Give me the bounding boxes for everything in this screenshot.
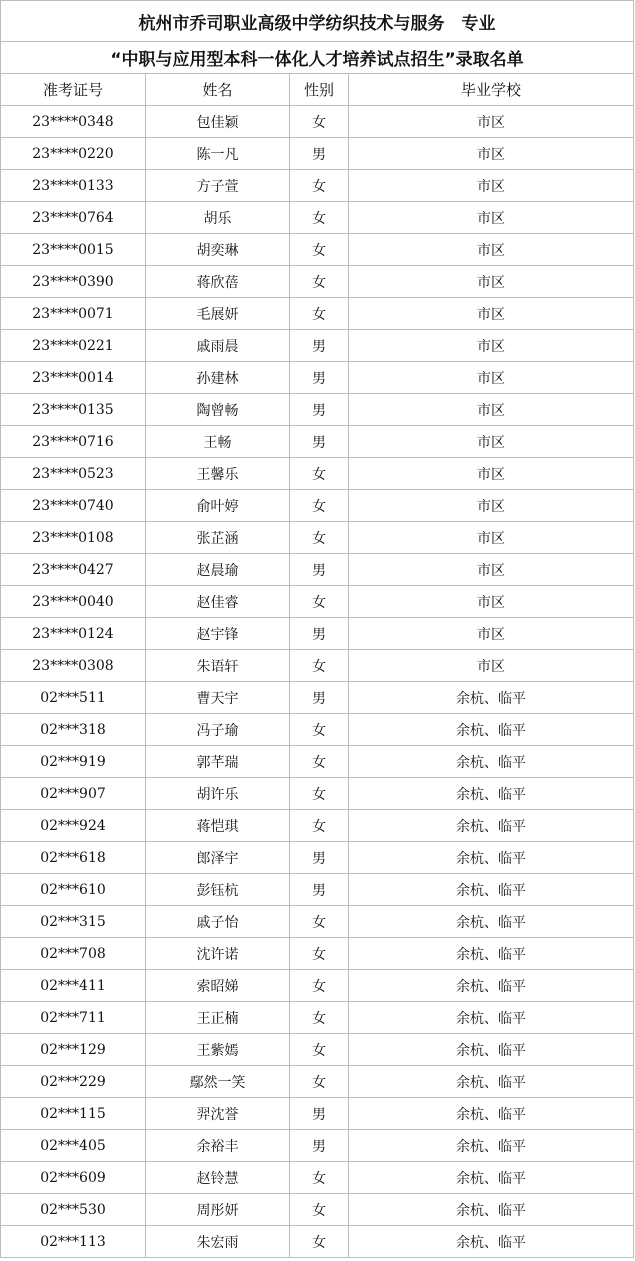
gender-cell: 女 bbox=[290, 1194, 349, 1226]
gender-cell: 女 bbox=[290, 1002, 349, 1034]
table-row bbox=[1, 1162, 634, 1194]
gender-cell: 女 bbox=[290, 490, 349, 522]
gender-cell: 女 bbox=[290, 650, 349, 682]
exam-id-cell: 23****0124 bbox=[1, 618, 146, 650]
column-header-school: 毕业学校 bbox=[349, 74, 634, 106]
exam-id-cell: 23****0108 bbox=[1, 522, 146, 554]
name-cell: 毛展妍 bbox=[146, 298, 290, 330]
school-cell: 市区 bbox=[349, 458, 634, 490]
name-cell: 余裕丰 bbox=[146, 1130, 290, 1162]
school-cell: 余杭、临平 bbox=[349, 1194, 634, 1226]
table-row bbox=[1, 394, 634, 426]
gender-cell: 女 bbox=[290, 810, 349, 842]
school-cell: 余杭、临平 bbox=[349, 714, 634, 746]
exam-id-cell: 02***405 bbox=[1, 1130, 146, 1162]
gender-cell: 女 bbox=[290, 906, 349, 938]
name-cell: 俞叶婷 bbox=[146, 490, 290, 522]
name-cell: 周彤妍 bbox=[146, 1194, 290, 1226]
name-cell: 赵佳睿 bbox=[146, 586, 290, 618]
name-cell: 羿沈誉 bbox=[146, 1098, 290, 1130]
name-cell: 胡奕琳 bbox=[146, 234, 290, 266]
school-cell: 余杭、临平 bbox=[349, 746, 634, 778]
school-cell: 市区 bbox=[349, 426, 634, 458]
table-row bbox=[1, 778, 634, 810]
table-row bbox=[1, 522, 634, 554]
table-row bbox=[1, 714, 634, 746]
school-cell: 余杭、临平 bbox=[349, 1002, 634, 1034]
school-cell: 余杭、临平 bbox=[349, 682, 634, 714]
exam-id-cell: 23****0390 bbox=[1, 266, 146, 298]
gender-cell: 女 bbox=[290, 170, 349, 202]
school-cell: 市区 bbox=[349, 234, 634, 266]
name-cell: 包佳颖 bbox=[146, 106, 290, 138]
table-row bbox=[1, 1130, 634, 1162]
table-row bbox=[1, 874, 634, 906]
title-row bbox=[1, 1, 634, 42]
gender-cell: 男 bbox=[290, 138, 349, 170]
school-cell: 余杭、临平 bbox=[349, 1130, 634, 1162]
table-row bbox=[1, 618, 634, 650]
name-cell: 赵晨瑜 bbox=[146, 554, 290, 586]
name-cell: 胡乐 bbox=[146, 202, 290, 234]
gender-cell: 女 bbox=[290, 714, 349, 746]
gender-cell: 男 bbox=[290, 842, 349, 874]
name-cell: 方子萱 bbox=[146, 170, 290, 202]
school-cell: 市区 bbox=[349, 650, 634, 682]
table-row bbox=[1, 362, 634, 394]
name-cell: 鄢然一笑 bbox=[146, 1066, 290, 1098]
gender-cell: 女 bbox=[290, 1162, 349, 1194]
exam-id-cell: 23****0014 bbox=[1, 362, 146, 394]
school-cell: 余杭、临平 bbox=[349, 1066, 634, 1098]
table-row bbox=[1, 138, 634, 170]
name-cell: 王正楠 bbox=[146, 1002, 290, 1034]
school-cell: 市区 bbox=[349, 490, 634, 522]
exam-id-cell: 02***907 bbox=[1, 778, 146, 810]
school-cell: 市区 bbox=[349, 138, 634, 170]
table-row bbox=[1, 1066, 634, 1098]
gender-cell: 女 bbox=[290, 1226, 349, 1258]
gender-cell: 女 bbox=[290, 106, 349, 138]
table-row bbox=[1, 490, 634, 522]
exam-id-cell: 23****0764 bbox=[1, 202, 146, 234]
name-cell: 赵铃慧 bbox=[146, 1162, 290, 1194]
column-header-exam-id: 准考证号 bbox=[1, 74, 146, 106]
table-row bbox=[1, 234, 634, 266]
gender-cell: 女 bbox=[290, 298, 349, 330]
gender-cell: 女 bbox=[290, 1066, 349, 1098]
name-cell: 蒋恺琪 bbox=[146, 810, 290, 842]
name-cell: 陈一凡 bbox=[146, 138, 290, 170]
exam-id-cell: 02***315 bbox=[1, 906, 146, 938]
table-row bbox=[1, 1034, 634, 1066]
school-cell: 市区 bbox=[349, 362, 634, 394]
table-row bbox=[1, 266, 634, 298]
name-cell: 陶曾畅 bbox=[146, 394, 290, 426]
table-row bbox=[1, 1226, 634, 1258]
table-row bbox=[1, 458, 634, 490]
exam-id-cell: 23****0740 bbox=[1, 490, 146, 522]
gender-cell: 女 bbox=[290, 202, 349, 234]
gender-cell: 男 bbox=[290, 618, 349, 650]
gender-cell: 女 bbox=[290, 746, 349, 778]
school-cell: 市区 bbox=[349, 330, 634, 362]
table-row bbox=[1, 810, 634, 842]
name-cell: 朱宏雨 bbox=[146, 1226, 290, 1258]
name-cell: 冯子瑜 bbox=[146, 714, 290, 746]
exam-id-cell: 23****0523 bbox=[1, 458, 146, 490]
exam-id-cell: 02***411 bbox=[1, 970, 146, 1002]
school-cell: 余杭、临平 bbox=[349, 874, 634, 906]
school-cell: 市区 bbox=[349, 618, 634, 650]
exam-id-cell: 23****0133 bbox=[1, 170, 146, 202]
table-body bbox=[1, 106, 634, 1258]
gender-cell: 女 bbox=[290, 234, 349, 266]
column-header-name: 姓名 bbox=[146, 74, 290, 106]
school-cell: 余杭、临平 bbox=[349, 1098, 634, 1130]
name-cell: 孙建林 bbox=[146, 362, 290, 394]
name-cell: 曹天宇 bbox=[146, 682, 290, 714]
gender-cell: 女 bbox=[290, 266, 349, 298]
table-row bbox=[1, 1194, 634, 1226]
name-cell: 朱语轩 bbox=[146, 650, 290, 682]
gender-cell: 男 bbox=[290, 394, 349, 426]
exam-id-cell: 23****0135 bbox=[1, 394, 146, 426]
name-cell: 张芷涵 bbox=[146, 522, 290, 554]
gender-cell: 男 bbox=[290, 874, 349, 906]
name-cell: 王馨乐 bbox=[146, 458, 290, 490]
table-row bbox=[1, 938, 634, 970]
gender-cell: 男 bbox=[290, 554, 349, 586]
gender-cell: 男 bbox=[290, 682, 349, 714]
school-cell: 余杭、临平 bbox=[349, 1162, 634, 1194]
exam-id-cell: 23****0308 bbox=[1, 650, 146, 682]
name-cell: 索昭娣 bbox=[146, 970, 290, 1002]
school-cell: 余杭、临平 bbox=[349, 778, 634, 810]
school-cell: 余杭、临平 bbox=[349, 906, 634, 938]
gender-cell: 男 bbox=[290, 362, 349, 394]
table-row bbox=[1, 842, 634, 874]
gender-cell: 女 bbox=[290, 938, 349, 970]
name-cell: 郭芊瑞 bbox=[146, 746, 290, 778]
gender-cell: 女 bbox=[290, 970, 349, 1002]
gender-cell: 男 bbox=[290, 1098, 349, 1130]
school-cell: 市区 bbox=[349, 106, 634, 138]
gender-cell: 男 bbox=[290, 330, 349, 362]
table-row bbox=[1, 298, 634, 330]
school-cell: 市区 bbox=[349, 170, 634, 202]
school-cell: 市区 bbox=[349, 266, 634, 298]
column-header-gender: 性别 bbox=[290, 74, 349, 106]
name-cell: 赵宇锋 bbox=[146, 618, 290, 650]
table-row bbox=[1, 650, 634, 682]
name-cell: 王紫嫣 bbox=[146, 1034, 290, 1066]
school-cell: 市区 bbox=[349, 394, 634, 426]
table-row bbox=[1, 170, 634, 202]
name-cell: 胡许乐 bbox=[146, 778, 290, 810]
name-cell: 彭钰杭 bbox=[146, 874, 290, 906]
school-cell: 余杭、临平 bbox=[349, 842, 634, 874]
school-cell: 余杭、临平 bbox=[349, 970, 634, 1002]
gender-cell: 男 bbox=[290, 426, 349, 458]
table-row bbox=[1, 586, 634, 618]
gender-cell: 女 bbox=[290, 522, 349, 554]
gender-cell: 女 bbox=[290, 586, 349, 618]
table-row bbox=[1, 906, 634, 938]
school-cell: 市区 bbox=[349, 522, 634, 554]
exam-id-cell: 02***919 bbox=[1, 746, 146, 778]
gender-cell: 女 bbox=[290, 778, 349, 810]
page-title: 杭州市乔司职业高级中学纺织技术与服务 专业 bbox=[1, 1, 634, 42]
exam-id-cell: 23****0427 bbox=[1, 554, 146, 586]
school-cell: 余杭、临平 bbox=[349, 1226, 634, 1258]
school-cell: 市区 bbox=[349, 586, 634, 618]
table-row bbox=[1, 330, 634, 362]
table-row bbox=[1, 426, 634, 458]
name-cell: 蒋欣蓓 bbox=[146, 266, 290, 298]
table-row bbox=[1, 1098, 634, 1130]
table-row bbox=[1, 970, 634, 1002]
exam-id-cell: 02***609 bbox=[1, 1162, 146, 1194]
exam-id-cell: 02***530 bbox=[1, 1194, 146, 1226]
exam-id-cell: 23****0071 bbox=[1, 298, 146, 330]
gender-cell: 女 bbox=[290, 458, 349, 490]
table-row bbox=[1, 106, 634, 138]
name-cell: 郎泽宇 bbox=[146, 842, 290, 874]
exam-id-cell: 23****0220 bbox=[1, 138, 146, 170]
exam-id-cell: 02***711 bbox=[1, 1002, 146, 1034]
exam-id-cell: 23****0015 bbox=[1, 234, 146, 266]
exam-id-cell: 02***115 bbox=[1, 1098, 146, 1130]
gender-cell: 女 bbox=[290, 1034, 349, 1066]
name-cell: 沈许诺 bbox=[146, 938, 290, 970]
school-cell: 余杭、临平 bbox=[349, 938, 634, 970]
table-row bbox=[1, 202, 634, 234]
school-cell: 市区 bbox=[349, 554, 634, 586]
name-cell: 戚子怡 bbox=[146, 906, 290, 938]
subtitle-row bbox=[1, 42, 634, 74]
exam-id-cell: 23****0348 bbox=[1, 106, 146, 138]
gender-cell: 男 bbox=[290, 1130, 349, 1162]
school-cell: 市区 bbox=[349, 202, 634, 234]
exam-id-cell: 02***129 bbox=[1, 1034, 146, 1066]
page-subtitle: “中职与应用型本科一体化人才培养试点招生”录取名单 bbox=[1, 42, 634, 74]
exam-id-cell: 23****0221 bbox=[1, 330, 146, 362]
school-cell: 市区 bbox=[349, 298, 634, 330]
name-cell: 戚雨晨 bbox=[146, 330, 290, 362]
exam-id-cell: 02***113 bbox=[1, 1226, 146, 1258]
exam-id-cell: 02***708 bbox=[1, 938, 146, 970]
header-row bbox=[1, 74, 634, 106]
table-row bbox=[1, 1002, 634, 1034]
name-cell: 王畅 bbox=[146, 426, 290, 458]
school-cell: 余杭、临平 bbox=[349, 1034, 634, 1066]
table-row bbox=[1, 682, 634, 714]
table-row bbox=[1, 554, 634, 586]
exam-id-cell: 02***618 bbox=[1, 842, 146, 874]
exam-id-cell: 02***610 bbox=[1, 874, 146, 906]
exam-id-cell: 02***318 bbox=[1, 714, 146, 746]
table-row bbox=[1, 746, 634, 778]
exam-id-cell: 02***511 bbox=[1, 682, 146, 714]
exam-id-cell: 02***924 bbox=[1, 810, 146, 842]
school-cell: 余杭、临平 bbox=[349, 810, 634, 842]
exam-id-cell: 23****0040 bbox=[1, 586, 146, 618]
exam-id-cell: 02***229 bbox=[1, 1066, 146, 1098]
exam-id-cell: 23****0716 bbox=[1, 426, 146, 458]
